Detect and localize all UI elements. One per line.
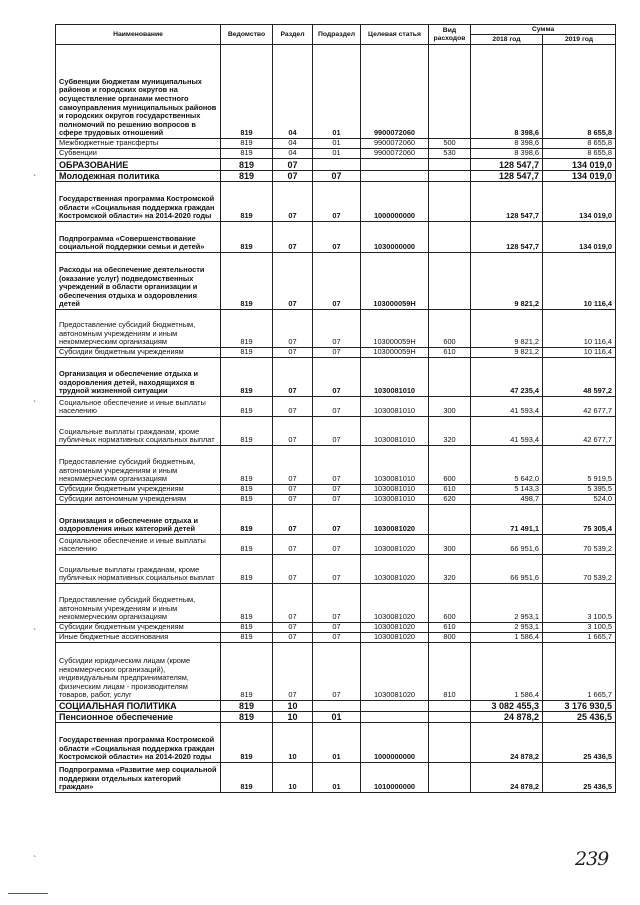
row-podrazdel-cell: 01 (313, 723, 361, 763)
row-razdel-cell: 10 (273, 701, 313, 712)
row-target-article-cell (361, 712, 429, 723)
table-row (56, 701, 616, 712)
margin-mark: ` (33, 628, 37, 637)
row-name-cell: Пенсионное обеспечение (56, 712, 221, 723)
row-expense-type-cell: 600 (429, 310, 471, 348)
row-sum-2018-cell: 41 593,4 (471, 417, 543, 446)
row-expense-type-cell: 530 (429, 149, 471, 159)
row-expense-type-cell: 600 (429, 446, 471, 485)
row-podrazdel-cell: 01 (313, 712, 361, 723)
table-row (56, 253, 616, 310)
row-razdel-cell: 07 (273, 643, 313, 701)
row-podrazdel-cell: 07 (313, 348, 361, 358)
header-name: Наименование (56, 25, 221, 45)
row-vedomstvo-cell: 819 (221, 633, 273, 643)
row-vedomstvo-cell: 819 (221, 159, 273, 171)
row-name-cell: Предоставление субсидий бюджетным, автономным учреждениям и иным некоммерческим организациям (56, 584, 221, 623)
row-vedomstvo-cell: 819 (221, 505, 273, 535)
row-vedomstvo-cell: 819 (221, 643, 273, 701)
row-expense-type-cell (429, 712, 471, 723)
row-target-article-cell: 103000059Н (361, 348, 429, 358)
row-name-cell: Предоставление субсидий бюджетным, автономным учреждениям и иным некоммерческим организациям (56, 446, 221, 485)
row-vedomstvo-cell: 819 (221, 358, 273, 397)
row-vedomstvo-cell: 819 (221, 535, 273, 555)
row-sum-2019-cell: 25 436,5 (543, 723, 616, 763)
row-razdel-cell: 07 (273, 446, 313, 485)
row-vedomstvo-cell: 819 (221, 446, 273, 485)
row-sum-2019-cell: 134 019,0 (543, 159, 616, 171)
budget-table-sheet (55, 24, 615, 793)
row-name-cell: Субвенции бюджетам муниципальных районов и городских округов на осуществление органами местного самоуправления муниципальных районов и городских округов государственных полномочий по решению вопросов в сфере трудовых отношений (56, 45, 221, 139)
row-expense-type-cell (429, 763, 471, 793)
row-sum-2018-cell: 24 878,2 (471, 712, 543, 723)
row-target-article-cell: 1030081020 (361, 535, 429, 555)
table-row (56, 584, 616, 623)
table-row (56, 763, 616, 793)
row-target-article-cell: 9900072060 (361, 139, 429, 149)
row-vedomstvo-cell: 819 (221, 485, 273, 495)
row-target-article-cell: 1030081010 (361, 495, 429, 505)
row-vedomstvo-cell: 819 (221, 149, 273, 159)
row-name-cell: Субсидии автономным учреждениям (56, 495, 221, 505)
row-expense-type-cell: 600 (429, 584, 471, 623)
row-expense-type-cell: 620 (429, 495, 471, 505)
header-sum: Сумма (471, 25, 616, 35)
row-razdel-cell: 07 (273, 584, 313, 623)
row-razdel-cell: 07 (273, 397, 313, 417)
row-name-cell: Социальное обеспечение и иные выплаты населению (56, 397, 221, 417)
header-vedomstvo: Ведомство (221, 25, 273, 45)
row-razdel-cell: 07 (273, 310, 313, 348)
row-sum-2018-cell: 9 821,2 (471, 310, 543, 348)
row-target-article-cell (361, 171, 429, 182)
row-target-article-cell: 9900072060 (361, 45, 429, 139)
budget-table (55, 24, 616, 793)
row-podrazdel-cell: 07 (313, 535, 361, 555)
row-target-article-cell: 1000000000 (361, 182, 429, 222)
row-sum-2019-cell: 25 436,5 (543, 712, 616, 723)
row-name-cell: Государственная программа Костромской области «Социальная поддержка граждан Костромской области» на 2014-2020 годы (56, 723, 221, 763)
table-row (56, 417, 616, 446)
margin-mark: ` (33, 174, 37, 183)
row-sum-2019-cell: 3 100,5 (543, 584, 616, 623)
row-sum-2018-cell: 66 951,6 (471, 535, 543, 555)
row-sum-2018-cell: 2 953,1 (471, 623, 543, 633)
row-vedomstvo-cell: 819 (221, 723, 273, 763)
row-sum-2019-cell: 10 116,4 (543, 348, 616, 358)
row-expense-type-cell (429, 45, 471, 139)
row-sum-2019-cell: 10 116,4 (543, 253, 616, 310)
table-row (56, 310, 616, 348)
row-razdel-cell: 07 (273, 505, 313, 535)
row-target-article-cell: 1010000000 (361, 763, 429, 793)
margin-mark: ` (33, 855, 37, 864)
row-name-cell: Межбюджетные трансферты (56, 139, 221, 149)
row-sum-2018-cell: 1 586,4 (471, 643, 543, 701)
row-podrazdel-cell: 07 (313, 555, 361, 584)
row-sum-2018-cell: 128 547,7 (471, 222, 543, 253)
table-row (56, 182, 616, 222)
row-vedomstvo-cell: 819 (221, 182, 273, 222)
page-number: 239 (575, 848, 609, 870)
table-row (56, 45, 616, 139)
row-sum-2019-cell: 1 665,7 (543, 643, 616, 701)
row-podrazdel-cell: 07 (313, 584, 361, 623)
row-name-cell: Организация и обеспечение отдыха и оздоровления иных категорий детей (56, 505, 221, 535)
row-vedomstvo-cell: 819 (221, 417, 273, 446)
row-sum-2018-cell: 24 878,2 (471, 723, 543, 763)
row-sum-2019-cell: 1 665,7 (543, 633, 616, 643)
row-podrazdel-cell: 07 (313, 310, 361, 348)
table-row (56, 348, 616, 358)
row-razdel-cell: 10 (273, 763, 313, 793)
table-row (56, 222, 616, 253)
table-row (56, 505, 616, 535)
row-razdel-cell: 07 (273, 348, 313, 358)
row-target-article-cell: 103000059Н (361, 253, 429, 310)
row-sum-2019-cell: 5 919,5 (543, 446, 616, 485)
row-sum-2018-cell: 66 951,6 (471, 555, 543, 584)
row-target-article-cell (361, 701, 429, 712)
row-vedomstvo-cell: 819 (221, 623, 273, 633)
row-sum-2019-cell: 25 436,5 (543, 763, 616, 793)
row-razdel-cell: 07 (273, 535, 313, 555)
row-name-cell: Субсидии юридическим лицам (кроме некоммерческих организаций), индивидуальным предпринимателям, физическим лицам - производителям товаров, работ, услуг (56, 643, 221, 701)
row-razdel-cell: 07 (273, 417, 313, 446)
row-vedomstvo-cell: 819 (221, 253, 273, 310)
row-razdel-cell: 07 (273, 358, 313, 397)
row-podrazdel-cell: 07 (313, 222, 361, 253)
table-row (56, 643, 616, 701)
row-expense-type-cell (429, 723, 471, 763)
row-sum-2019-cell: 8 655,8 (543, 139, 616, 149)
row-podrazdel-cell (313, 701, 361, 712)
row-podrazdel-cell: 07 (313, 182, 361, 222)
footer-divider (8, 893, 48, 894)
row-expense-type-cell (429, 171, 471, 182)
row-podrazdel-cell: 07 (313, 485, 361, 495)
row-name-cell: Иные бюджетные ассигнования (56, 633, 221, 643)
row-sum-2019-cell: 8 655,8 (543, 149, 616, 159)
row-expense-type-cell (429, 358, 471, 397)
table-row (56, 633, 616, 643)
table-row (56, 723, 616, 763)
row-sum-2019-cell: 134 019,0 (543, 182, 616, 222)
row-expense-type-cell: 610 (429, 348, 471, 358)
row-razdel-cell: 07 (273, 182, 313, 222)
row-razdel-cell: 04 (273, 45, 313, 139)
row-sum-2018-cell: 128 547,7 (471, 159, 543, 171)
row-name-cell: ОБРАЗОВАНИЕ (56, 159, 221, 171)
row-sum-2019-cell: 134 019,0 (543, 222, 616, 253)
row-razdel-cell: 07 (273, 171, 313, 182)
row-target-article-cell: 1030081010 (361, 417, 429, 446)
row-sum-2018-cell: 5 143,3 (471, 485, 543, 495)
row-target-article-cell: 1030081020 (361, 505, 429, 535)
row-razdel-cell: 07 (273, 485, 313, 495)
row-name-cell: Субсидии бюджетным учреждениям (56, 623, 221, 633)
row-target-article-cell (361, 159, 429, 171)
row-podrazdel-cell: 07 (313, 446, 361, 485)
row-name-cell: Социальные выплаты гражданам, кроме публичных нормативных социальных выплат (56, 555, 221, 584)
table-row (56, 149, 616, 159)
row-podrazdel-cell: 07 (313, 495, 361, 505)
row-target-article-cell: 1030081020 (361, 555, 429, 584)
row-podrazdel-cell: 07 (313, 253, 361, 310)
header-expense-type: Вид расходов (429, 25, 471, 45)
row-sum-2018-cell: 71 491,1 (471, 505, 543, 535)
row-razdel-cell: 07 (273, 159, 313, 171)
row-razdel-cell: 07 (273, 222, 313, 253)
row-podrazdel-cell: 07 (313, 623, 361, 633)
row-vedomstvo-cell: 819 (221, 222, 273, 253)
row-target-article-cell: 1030000000 (361, 222, 429, 253)
table-row (56, 535, 616, 555)
row-name-cell: Расходы на обеспечение деятельности (оказание услуг) подведомственных учреждений в области организации и обеспечения отдыха и оздоровления детей (56, 253, 221, 310)
row-podrazdel-cell: 07 (313, 505, 361, 535)
row-expense-type-cell: 320 (429, 417, 471, 446)
row-name-cell: Подпрограмма «Совершенствование социальной поддержки семьи и детей» (56, 222, 221, 253)
row-name-cell: Подпрограмма «Развитие мер социальной поддержки отдельных категорий граждан» (56, 763, 221, 793)
row-sum-2018-cell: 9 821,2 (471, 253, 543, 310)
row-sum-2019-cell: 75 305,4 (543, 505, 616, 535)
row-vedomstvo-cell: 819 (221, 310, 273, 348)
row-sum-2019-cell: 10 116,4 (543, 310, 616, 348)
row-target-article-cell: 1030081020 (361, 643, 429, 701)
row-sum-2019-cell: 8 655,8 (543, 45, 616, 139)
row-podrazdel-cell: 07 (313, 397, 361, 417)
row-sum-2019-cell: 5 395,5 (543, 485, 616, 495)
row-razdel-cell: 10 (273, 712, 313, 723)
row-sum-2019-cell: 524,0 (543, 495, 616, 505)
row-razdel-cell: 07 (273, 495, 313, 505)
row-razdel-cell: 07 (273, 623, 313, 633)
row-podrazdel-cell: 07 (313, 633, 361, 643)
row-podrazdel-cell: 01 (313, 45, 361, 139)
row-sum-2018-cell: 498,7 (471, 495, 543, 505)
row-expense-type-cell: 810 (429, 643, 471, 701)
row-expense-type-cell: 320 (429, 555, 471, 584)
row-podrazdel-cell: 01 (313, 763, 361, 793)
row-expense-type-cell (429, 222, 471, 253)
margin-mark: ` (33, 400, 37, 409)
row-sum-2019-cell: 3 100,5 (543, 623, 616, 633)
row-target-article-cell: 1030081020 (361, 633, 429, 643)
row-sum-2019-cell: 48 597,2 (543, 358, 616, 397)
row-podrazdel-cell: 07 (313, 643, 361, 701)
table-row (56, 397, 616, 417)
header-razdel: Раздел (273, 25, 313, 45)
row-name-cell: Социальные выплаты гражданам, кроме публичных нормативных социальных выплат (56, 417, 221, 446)
row-sum-2019-cell: 3 176 930,5 (543, 701, 616, 712)
table-row (56, 712, 616, 723)
row-name-cell: Субсидии бюджетным учреждениям (56, 348, 221, 358)
row-podrazdel-cell: 01 (313, 139, 361, 149)
row-vedomstvo-cell: 819 (221, 397, 273, 417)
table-row (56, 446, 616, 485)
row-razdel-cell: 07 (273, 555, 313, 584)
row-vedomstvo-cell: 819 (221, 171, 273, 182)
row-podrazdel-cell (313, 159, 361, 171)
row-expense-type-cell (429, 505, 471, 535)
row-expense-type-cell: 610 (429, 485, 471, 495)
row-sum-2019-cell: 42 677,7 (543, 417, 616, 446)
row-target-article-cell: 1030081020 (361, 623, 429, 633)
row-name-cell: Государственная программа Костромской области «Социальная поддержка граждан Костромской области» на 2014-2020 годы (56, 182, 221, 222)
row-sum-2018-cell: 9 821,2 (471, 348, 543, 358)
budget-table-body (56, 45, 616, 793)
table-row (56, 358, 616, 397)
row-target-article-cell: 1030081010 (361, 397, 429, 417)
row-expense-type-cell: 610 (429, 623, 471, 633)
row-sum-2018-cell: 2 953,1 (471, 584, 543, 623)
row-razdel-cell: 10 (273, 723, 313, 763)
row-razdel-cell: 04 (273, 149, 313, 159)
table-row (56, 555, 616, 584)
row-sum-2018-cell: 3 082 455,3 (471, 701, 543, 712)
row-expense-type-cell (429, 701, 471, 712)
row-vedomstvo-cell: 819 (221, 763, 273, 793)
row-expense-type-cell (429, 182, 471, 222)
row-sum-2019-cell: 134 019,0 (543, 171, 616, 182)
row-expense-type-cell: 300 (429, 535, 471, 555)
row-expense-type-cell: 500 (429, 139, 471, 149)
row-vedomstvo-cell: 819 (221, 139, 273, 149)
row-razdel-cell: 04 (273, 139, 313, 149)
table-row (56, 159, 616, 171)
table-row (56, 495, 616, 505)
table-row (56, 485, 616, 495)
row-sum-2019-cell: 70 539,2 (543, 555, 616, 584)
row-expense-type-cell (429, 253, 471, 310)
row-expense-type-cell: 800 (429, 633, 471, 643)
row-name-cell: Субвенции (56, 149, 221, 159)
row-sum-2018-cell: 24 878,2 (471, 763, 543, 793)
row-sum-2018-cell: 128 547,7 (471, 182, 543, 222)
row-vedomstvo-cell: 819 (221, 555, 273, 584)
row-podrazdel-cell: 07 (313, 358, 361, 397)
row-vedomstvo-cell: 819 (221, 701, 273, 712)
row-name-cell: Социальное обеспечение и иные выплаты населению (56, 535, 221, 555)
row-sum-2018-cell: 8 398,6 (471, 149, 543, 159)
row-sum-2018-cell: 8 398,6 (471, 45, 543, 139)
row-sum-2018-cell: 47 235,4 (471, 358, 543, 397)
row-vedomstvo-cell: 819 (221, 712, 273, 723)
row-sum-2018-cell: 41 593,4 (471, 397, 543, 417)
row-sum-2019-cell: 70 539,2 (543, 535, 616, 555)
row-vedomstvo-cell: 819 (221, 45, 273, 139)
row-target-article-cell: 1030081010 (361, 485, 429, 495)
row-podrazdel-cell: 01 (313, 149, 361, 159)
header-podrazdel: Подраздел (313, 25, 361, 45)
row-podrazdel-cell: 07 (313, 417, 361, 446)
row-name-cell: Предоставление субсидий бюджетным, автономным учреждениям и иным некоммерческим организациям (56, 310, 221, 348)
row-sum-2018-cell: 8 398,6 (471, 139, 543, 149)
row-target-article-cell: 103000059Н (361, 310, 429, 348)
row-target-article-cell: 1000000000 (361, 723, 429, 763)
row-razdel-cell: 07 (273, 633, 313, 643)
row-expense-type-cell (429, 159, 471, 171)
row-target-article-cell: 1030081020 (361, 584, 429, 623)
table-row (56, 623, 616, 633)
row-vedomstvo-cell: 819 (221, 348, 273, 358)
row-sum-2018-cell: 128 547,7 (471, 171, 543, 182)
table-row (56, 171, 616, 182)
row-razdel-cell: 07 (273, 253, 313, 310)
row-target-article-cell: 9900072060 (361, 149, 429, 159)
row-sum-2019-cell: 42 677,7 (543, 397, 616, 417)
header-target-article: Целевая статья (361, 25, 429, 45)
row-name-cell: Организация и обеспечение отдыха и оздоровления детей, находящихся в трудной жизненной ситуации (56, 358, 221, 397)
row-expense-type-cell: 300 (429, 397, 471, 417)
table-row (56, 139, 616, 149)
header-year-2018: 2018 год (471, 35, 543, 45)
row-name-cell: СОЦИАЛЬНАЯ ПОЛИТИКА (56, 701, 221, 712)
row-sum-2018-cell: 5 642,0 (471, 446, 543, 485)
row-target-article-cell: 1030081010 (361, 446, 429, 485)
header-year-2019: 2019 год (543, 35, 616, 45)
row-podrazdel-cell: 07 (313, 171, 361, 182)
row-vedomstvo-cell: 819 (221, 495, 273, 505)
row-vedomstvo-cell: 819 (221, 584, 273, 623)
row-sum-2018-cell: 1 586,4 (471, 633, 543, 643)
row-name-cell: Молодежная политика (56, 171, 221, 182)
row-name-cell: Субсидии бюджетным учреждениям (56, 485, 221, 495)
row-target-article-cell: 1030081010 (361, 358, 429, 397)
